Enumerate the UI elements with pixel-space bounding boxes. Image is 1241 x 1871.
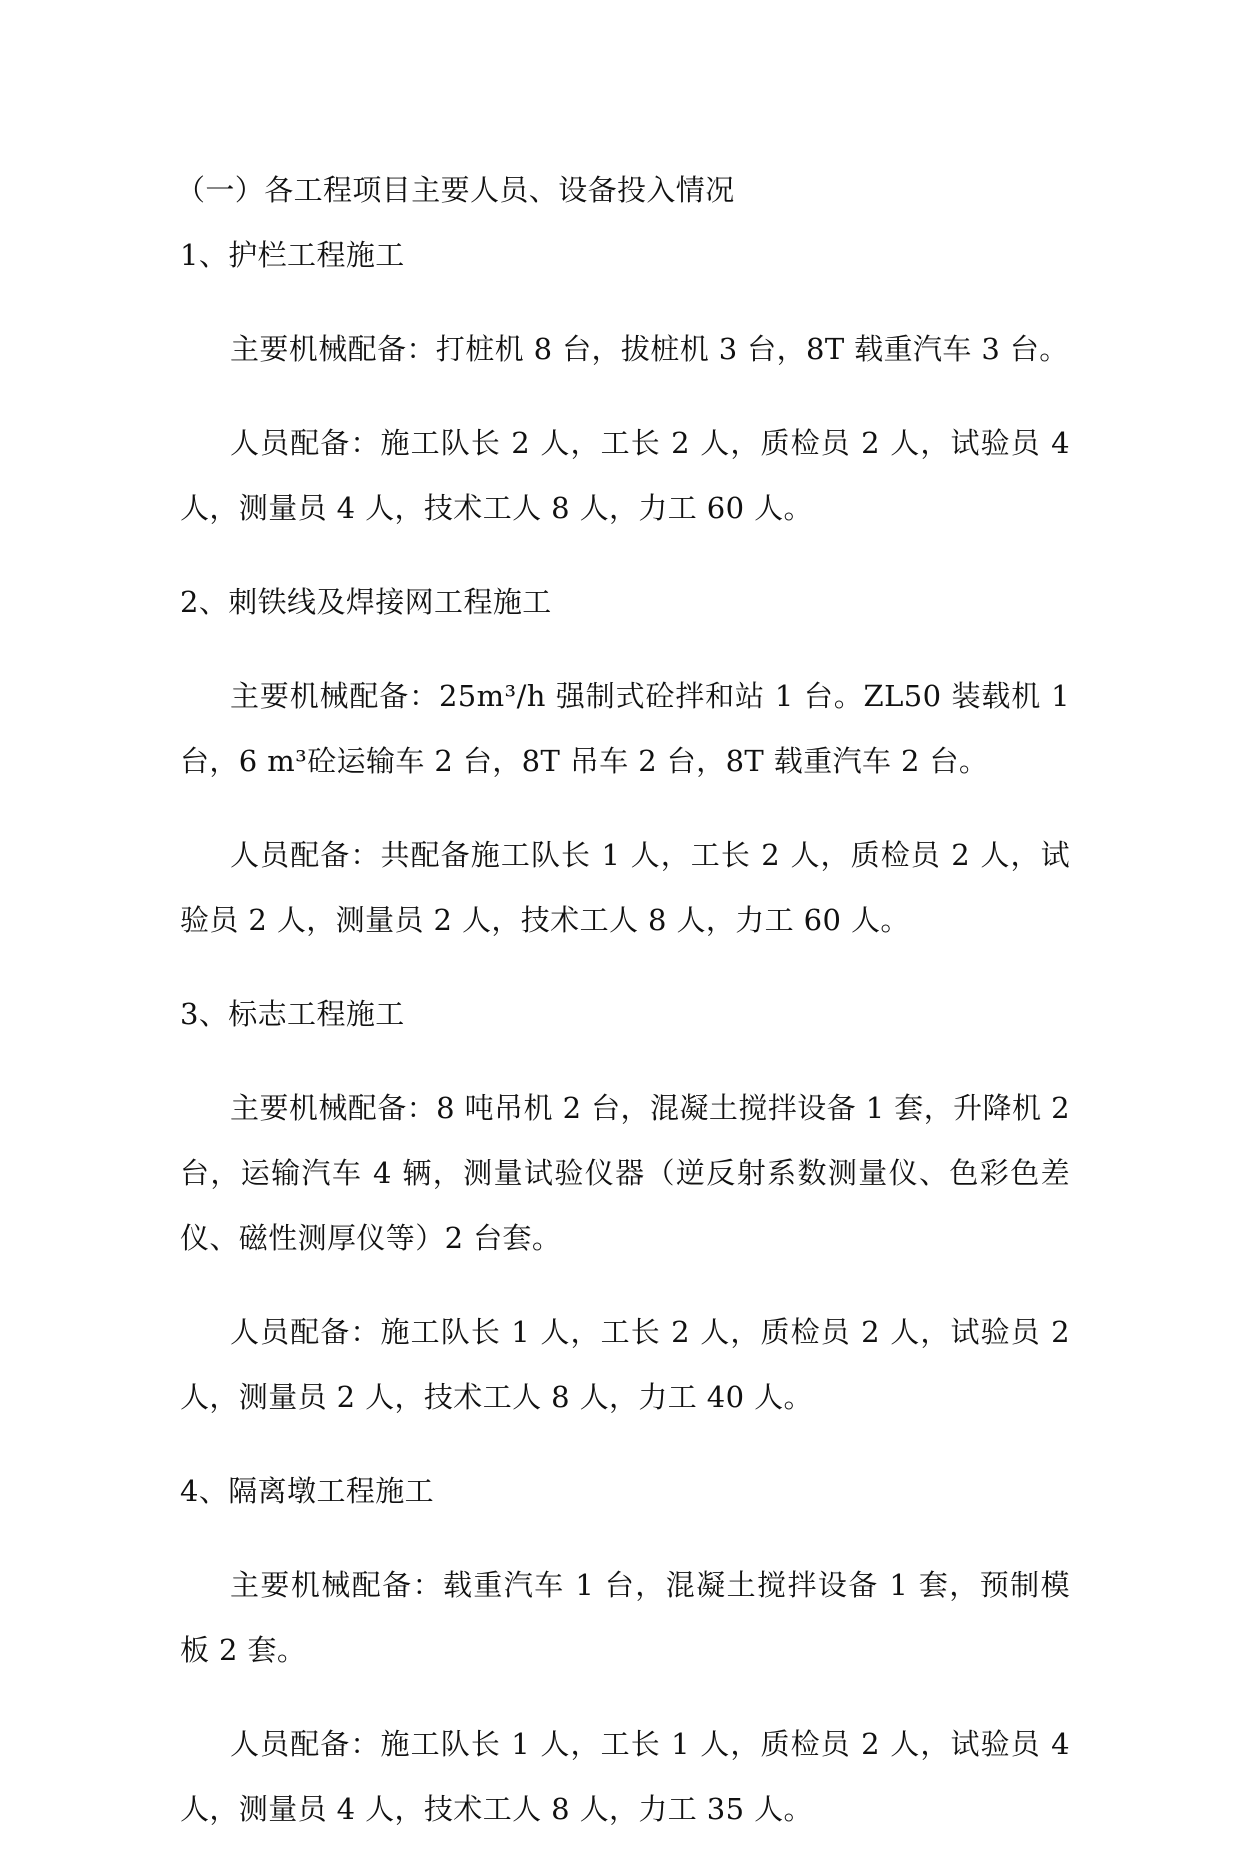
document-body (176, 158, 1070, 1871)
section-3-personnel: 人员配备：施工队长 1 人，工长 2 人，质检员 2 人，试验员 2 人，测量员 2 人，技术工人 8 人，力工 40 人。 (180, 1315, 1070, 1414)
section-3-heading: 3、标志工程施工 (180, 997, 405, 1031)
section-4-equipment: 主要机械配备：载重汽车 1 台，混凝土搅拌设备 1 套，预制模板 2 套。 (180, 1568, 1070, 1667)
section-1-equipment: 主要机械配备：打桩机 8 台，拔桩机 3 台，8T 载重汽车 3 台。 (230, 332, 1069, 366)
section-1-heading: 1、护栏工程施工 (180, 238, 405, 272)
section-4-heading: 4、隔离墩工程施工 (180, 1474, 435, 1508)
section-2-heading: 2、刺铁线及焊接网工程施工 (180, 585, 552, 619)
section-2-equipment: 主要机械配备：25m³/h 强制式砼拌和站 1 台。ZL50 装载机 1 台，6 m³砼运输车 2 台，8T 吊车 2 台，8T 载重汽车 2 台。 (180, 679, 1070, 778)
section-3-equipment: 主要机械配备：8 吨吊机 2 台，混凝土搅拌设备 1 套，升降机 2 台，运输汽车 4 辆，测量试验仪器（逆反射系数测量仪、色彩色差仪、磁性测厚仪等）2 台套。 (180, 1091, 1070, 1255)
section-4-personnel: 人员配备：施工队长 1 人，工长 1 人，质检员 2 人，试验员 4 人，测量员 4 人，技术工人 8 人，力工 35 人。 (180, 1727, 1070, 1826)
section-1-personnel: 人员配备：施工队长 2 人，工长 2 人，质检员 2 人，试验员 4 人，测量员 4 人，技术工人 8 人，力工 60 人。 (180, 426, 1070, 525)
section-2-personnel: 人员配备：共配备施工队长 1 人，工长 2 人，质检员 2 人，试验员 2 人，测量员 2 人，技术工人 8 人，力工 60 人。 (180, 838, 1070, 937)
document-title: （一）各工程项目主要人员、设备投入情况 (176, 173, 735, 207)
